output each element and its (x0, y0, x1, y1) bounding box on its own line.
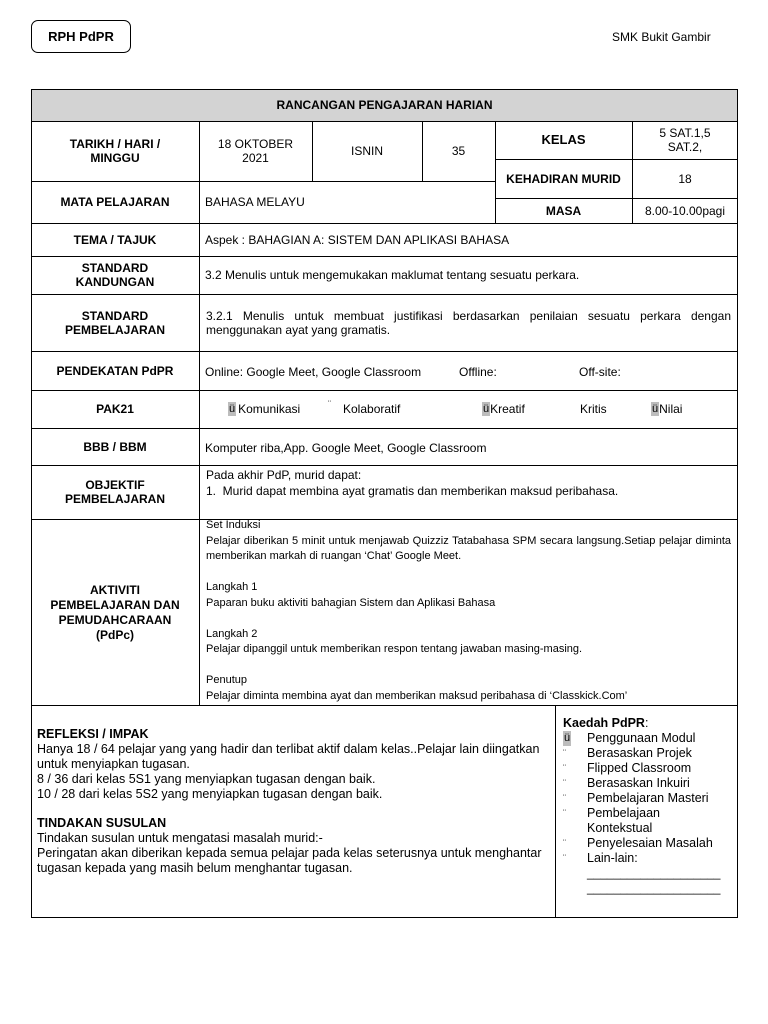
mata-pelajaran-value: BAHASA MELAYU (205, 195, 305, 209)
langkah2-heading: Langkah 2 (206, 627, 258, 640)
masa-label: MASA (545, 203, 582, 218)
bbb-value: Komputer riba,App. Google Meet, Google Classroom (205, 441, 487, 455)
tindakan-title: TINDAKAN SUSULAN (37, 816, 167, 830)
page-title: RANCANGAN PENGAJARAN HARIAN (276, 98, 493, 112)
kaedah-item-label: Flipped Classroom (587, 761, 692, 775)
langkah1-text: Paparan buku aktiviti bahagian Sistem dan Aplikasi Bahasa (206, 596, 496, 609)
kaedah-item-label: Berasaskan Projek (587, 746, 692, 760)
tema-value: Aspek : BAHAGIAN A: SISTEM DAN APLIKASI BAHASA (205, 232, 510, 247)
pak21-label: PAK21 (96, 402, 134, 416)
checkbox-empty-icon: ¨ (563, 748, 566, 758)
kaedah-item-label: Pembelajaran Masteri (587, 791, 709, 805)
checkbox-empty-icon: ¨ (563, 808, 566, 818)
set-induksi-text: Pelajar diberikan 5 minit untuk menjawab Quizziz Tatabahasa SPM secara langsung.Setiap pelajar diminta memberikan markah di ruangan ‘Chat’ Google Meet. (206, 534, 731, 562)
sp-text: 3.2.1 Menulis untuk membuat justifikasi berdasarkan penilaian sesuatu perkara dengan menggunakan ayat yang gramatis. (206, 308, 731, 337)
tarikh-week: 35 (451, 144, 466, 158)
pendekatan-online: Online: Google Meet, Google Classroom (205, 365, 422, 379)
kaedah-item (563, 776, 735, 791)
pak21-nilai-label: Nilai (659, 402, 683, 416)
kaedah-content (563, 716, 735, 896)
kaedah-item (563, 761, 735, 776)
pendekatan-offline: Offline: (459, 365, 497, 379)
pendekatan-offsite: Off-site: (579, 365, 621, 379)
refleksi-content (37, 727, 549, 876)
tarikh-day: ISNIN (350, 144, 383, 158)
checkbox-empty-icon: ¨ (328, 399, 331, 409)
check-icon: ü (483, 403, 490, 415)
kaedah-item-label: Penggunaan Modul (587, 731, 696, 745)
tema-label: TEMA / TAJUK (73, 232, 157, 247)
tarikh-label: TARIKH / HARI / MINGGU (69, 137, 161, 165)
objektif-item: 1. Murid dapat membina ayat gramatis dan memberikan maksud peribahasa. (206, 484, 619, 498)
checkbox-empty-icon: ¨ (563, 853, 566, 863)
penutup-text: Pelajar diminta membina ayat dan memberikan maksud peribahasa di ‘Classkick.Com’ (206, 689, 628, 702)
pak21-kolaboratif (322, 390, 442, 428)
refleksi-line3: 10 / 28 dari kelas 5S2 yang menyiapkan tugasan dengan baik. (37, 787, 383, 801)
rph-badge (31, 20, 131, 53)
tindakan-line1: Tindakan susulan untuk mengatasi masalah murid:- (37, 831, 323, 845)
checkbox-empty-icon: ¨ (563, 763, 566, 773)
check-icon: ü (229, 403, 236, 415)
kaedah-item-label: Lain-lain: (587, 851, 638, 865)
kaedah-item (563, 806, 735, 836)
kaedah-checked-icon (563, 731, 587, 746)
checkbox-empty-icon: ¨ (563, 778, 566, 788)
pak21-kolaboratif-label: Kolaboratif (343, 402, 401, 416)
kaedah-item (563, 836, 735, 851)
kaedah-blank-line: ____________________ (587, 866, 721, 880)
pak21-kreatif (476, 390, 566, 428)
kaedah-item-label: Penyelesaian Masalah (587, 836, 713, 850)
kaedah-item-label: Berasaskan Inkuiri (587, 776, 690, 790)
kelas-label: KELAS (541, 132, 586, 147)
pak21-kritis: Kritis (580, 402, 607, 416)
objektif-content (199, 467, 738, 499)
kelas-value: 5 SAT.1,5 SAT.2, (659, 126, 711, 154)
langkah1-heading: Langkah 1 (206, 581, 258, 593)
pendekatan-label: PENDEKATAN PdPR (56, 363, 174, 378)
penutup-heading: Penutup (206, 674, 247, 686)
pak21-nilai (645, 390, 725, 428)
sk-value: 3.2 Menulis untuk mengemukakan maklumat tentang sesuatu perkara. (205, 268, 580, 282)
masa-value: 8.00-10.00pagi (644, 203, 726, 218)
pak21-komunikasi-label: Komunikasi (238, 402, 301, 416)
kehadiran-value: 18 (678, 171, 692, 186)
kaedah-item (563, 731, 735, 746)
kaedah-blank-line: ____________________ (587, 881, 721, 895)
langkah2-text: Pelajar dipanggil untuk memberikan respon tentang jawaban masing-masing. (206, 643, 583, 655)
tarikh-date: 18 OKTOBER 2021 (217, 137, 294, 165)
school-name: SMK Bukit Gambir (612, 30, 711, 44)
kaedah-title-row (563, 716, 735, 731)
aktiviti-label: AKTIVITI PEMBELAJARAN DAN PEMUDAHCARAAN (PdPc) (50, 582, 180, 642)
checkbox-empty-icon: ¨ (563, 838, 566, 848)
refleksi-title: REFLEKSI / IMPAK (37, 727, 149, 741)
sp-value (199, 294, 738, 351)
sk-label: STANDARD KANDUNGAN (75, 261, 155, 289)
kaedah-item (563, 851, 735, 866)
objektif-intro: Pada akhir PdP, murid dapat: (206, 468, 362, 482)
kaedah-title: Kaedah PdPR (563, 716, 645, 730)
pak21-kreatif-label: Kreatif (490, 402, 525, 416)
sp-label: STANDARD PEMBELAJARAN (64, 308, 165, 337)
set-induksi-heading: Set Induksi (206, 519, 261, 531)
pak21-komunikasi (222, 390, 332, 428)
divider (555, 706, 556, 918)
refleksi-line1: Hanya 18 / 64 pelajar yang yang hadir dan terlibat aktif dalam kelas..Pelajar lain diingatkan untuk menyiapkan tugasan. (37, 742, 540, 771)
checkbox-empty-icon: ¨ (563, 793, 566, 803)
badge-text: RPH PdPR (48, 29, 114, 44)
mata-pelajaran-label: MATA PELAJARAN (60, 195, 170, 209)
bbb-label: BBB / BBM (83, 439, 147, 454)
refleksi-line2: 8 / 36 dari kelas 5S1 yang menyiapkan tugasan dengan baik. (37, 772, 376, 786)
kaedah-item (563, 791, 735, 806)
kaedah-colon: : (644, 716, 649, 730)
aktiviti-content (199, 518, 738, 704)
kehadiran-label: KEHADIRAN MURID (506, 171, 621, 186)
tindakan-line2: Peringatan akan diberikan kepada semua pelajar pada kelas seterusnya untuk menghantar tugasan kepada yang masih belum menghantar tugasan. (37, 846, 542, 875)
objektif-label: OBJEKTIF PEMBELAJARAN (64, 478, 165, 506)
kaedah-item (563, 746, 735, 761)
kaedah-item-label: Pembelajaan Kontekstual (587, 806, 660, 835)
check-icon: ü (564, 732, 571, 744)
check-icon: ü (652, 403, 659, 415)
